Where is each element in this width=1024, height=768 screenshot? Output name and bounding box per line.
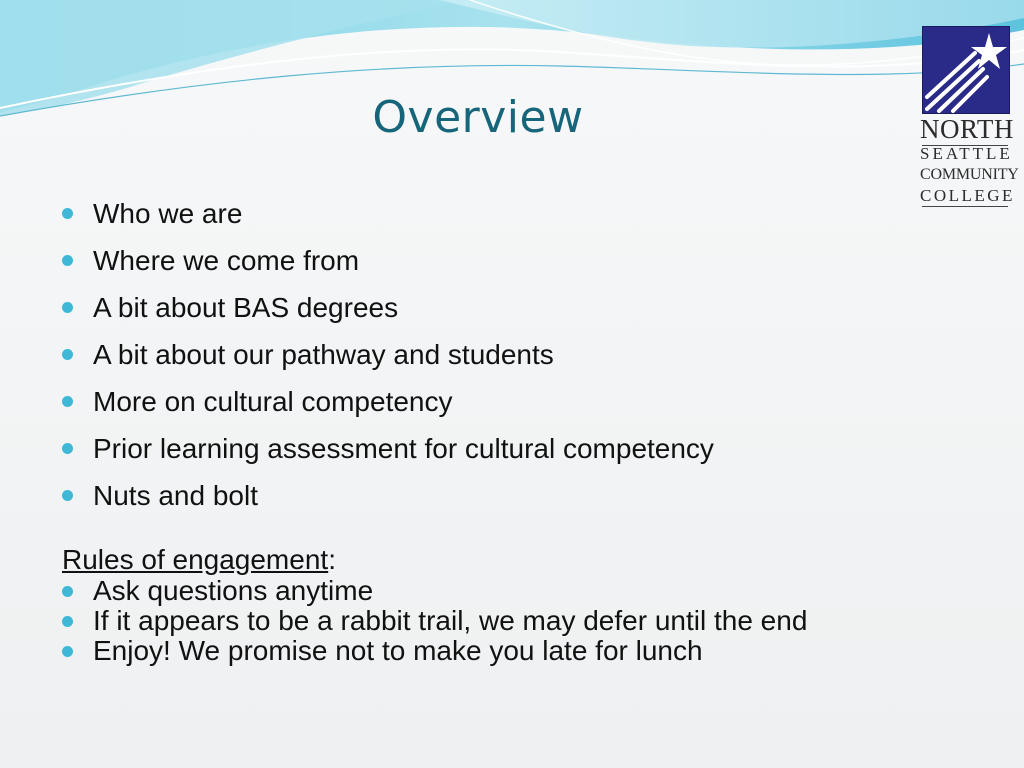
bullet-icon <box>62 586 73 597</box>
logo-text-seattle: SEATTLE <box>920 144 1013 163</box>
college-logo <box>920 26 1019 208</box>
bullet-icon <box>62 396 73 407</box>
bullet-icon <box>62 616 73 627</box>
list-item: Nuts and bolt <box>62 472 714 519</box>
list-item: Prior learning assessment for cultural competency <box>62 425 714 472</box>
list-item: Who we are <box>62 190 714 237</box>
list-item: Where we come from <box>62 237 714 284</box>
overview-bullet-list <box>62 190 714 519</box>
list-item: A bit about BAS degrees <box>62 284 714 331</box>
list-item: Ask questions anytime <box>62 576 807 606</box>
bullet-icon <box>62 646 73 657</box>
bullet-icon <box>62 255 73 266</box>
logo-text-community: COMMUNITY <box>920 166 1019 183</box>
rules-of-engagement <box>62 544 807 666</box>
rules-list <box>62 576 807 666</box>
bullet-icon <box>62 208 73 219</box>
logo-divider <box>922 206 1008 207</box>
bullet-icon <box>62 349 73 360</box>
list-item: Enjoy! We promise not to make you late for lunch <box>62 636 807 666</box>
logo-text-college: COLLEGE <box>920 186 1015 205</box>
star-logo-icon <box>922 26 1010 114</box>
bullet-icon <box>62 302 73 313</box>
list-item: A bit about our pathway and students <box>62 331 714 378</box>
bullet-icon <box>62 443 73 454</box>
slide-title: Overview <box>372 92 584 143</box>
rules-heading: Rules of engagement: <box>62 544 336 575</box>
list-item: More on cultural competency <box>62 378 714 425</box>
list-item: If it appears to be a rabbit trail, we may defer until the end <box>62 606 807 636</box>
logo-text-north: NORTH <box>920 114 1014 144</box>
bullet-icon <box>62 490 73 501</box>
